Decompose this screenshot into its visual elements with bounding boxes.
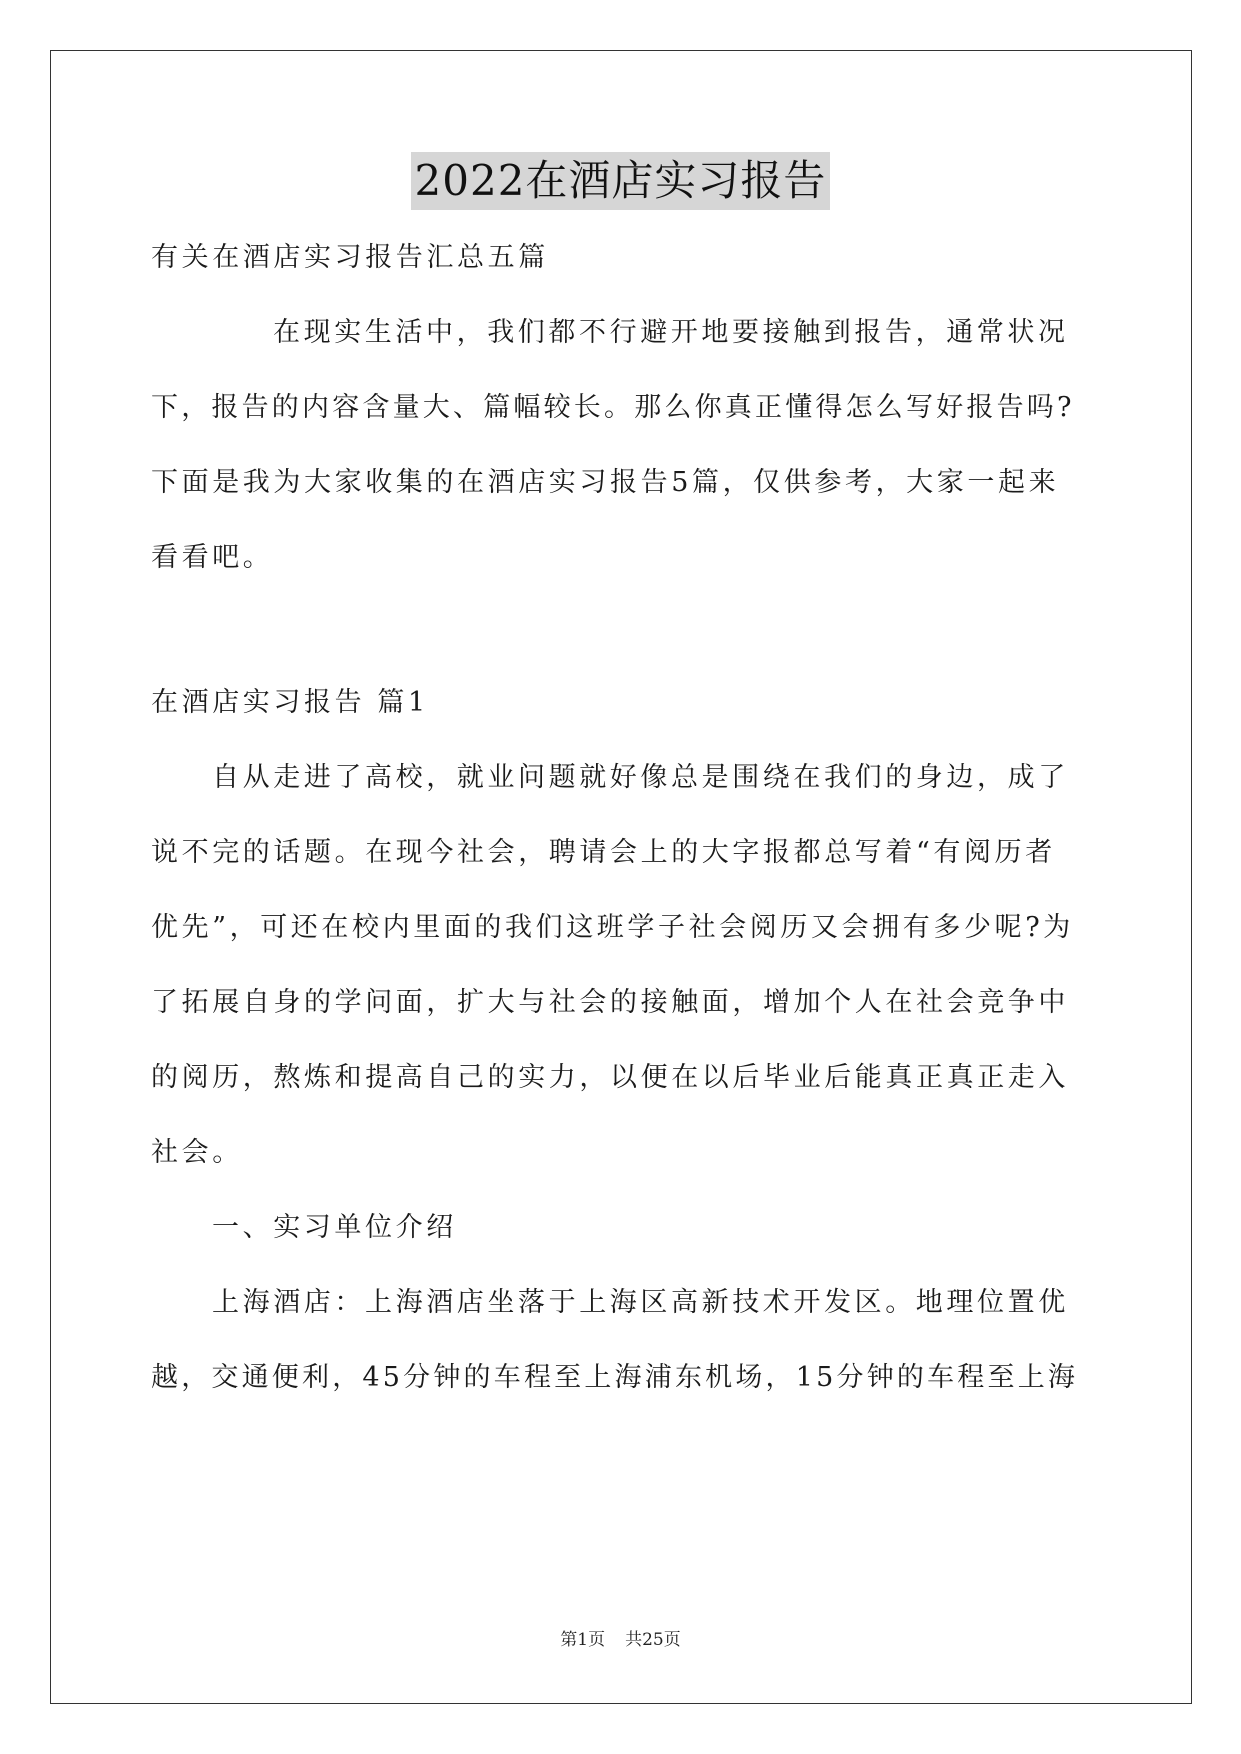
paragraph-line: 下，报告的内容含量大、篇幅较长。那么你真正懂得怎么写好报告吗? [151,392,1075,423]
paragraph-line: 的阅历，熬炼和提高自己的实力，以便在以后毕业后能真正真正走入 [151,1062,1069,1093]
subsection-heading: 一、实习单位介绍 [212,1212,457,1243]
paragraph-line: 了拓展自身的学问面，扩大与社会的接触面，增加个人在社会竞争中 [151,987,1069,1018]
paragraph-line: 说不完的话题。在现今社会，聘请会上的大字报都总写着“有阅历者 [151,837,1056,868]
subtitle-line: 有关在酒店实习报告汇总五篇 [151,242,549,273]
paragraph-line: 优先”，可还在校内里面的我们这班学子社会阅历又会拥有多少呢?为 [151,912,1074,943]
page-footer [0,1628,1241,1652]
paragraph-line: 上海酒店：上海酒店坐落于上海区高新技术开发区。地理位置优 [212,1287,1069,1318]
page-border [50,50,1192,1704]
paragraph-line: 在现实生活中，我们都不行避开地要接触到报告，通常状况 [273,317,1069,348]
document-title: 2022在酒店实习报告 [411,152,831,210]
paragraph-line: 自从走进了高校，就业问题就好像总是围绕在我们的身边，成了 [212,762,1069,793]
section-heading: 在酒店实习报告 篇1 [151,687,429,718]
paragraph-line: 下面是我为大家收集的在酒店实习报告5篇，仅供参考，大家一起来 [151,467,1060,498]
paragraph-line: 越，交通便利，45分钟的车程至上海浦东机场，15分钟的车程至上海 [151,1362,1079,1393]
title-container [0,152,1241,210]
page-number: 第1页 [560,1630,606,1650]
paragraph-line: 看看吧。 [151,542,274,573]
page-total: 共25页 [625,1630,681,1650]
paragraph-line: 社会。 [151,1137,243,1168]
